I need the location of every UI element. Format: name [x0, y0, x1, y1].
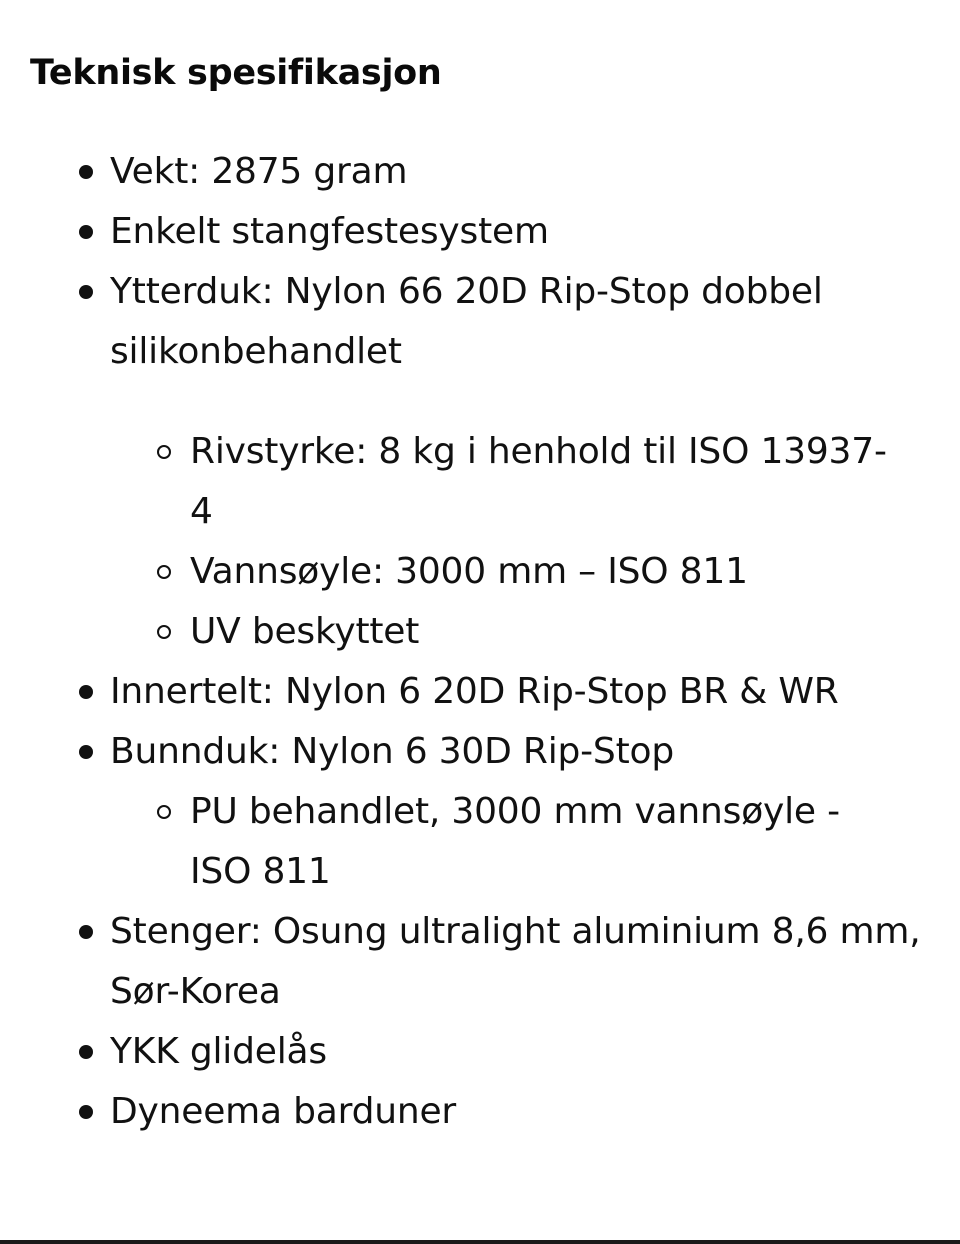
spec-text: Vekt: 2875 gram — [110, 151, 408, 192]
spec-item-pole-system — [0, 202, 960, 262]
circle-bullet-icon — [157, 805, 171, 819]
spec-text: Ytterduk: Nylon 66 20D Rip-Stop dobbel silikonbehandlet — [110, 271, 823, 372]
bullet-icon — [79, 925, 93, 939]
spec-item-inner-tent — [0, 662, 960, 722]
bullet-icon — [79, 285, 93, 299]
sub-item-tear-strength — [0, 422, 930, 542]
spec-text: Stenger: Osung ultralight aluminium 8,6 mm, Sør-Korea — [110, 911, 921, 1012]
circle-bullet-icon — [157, 445, 171, 459]
spec-text: YKK glidelås — [110, 1031, 327, 1072]
spec-text: Enkelt stangfestesystem — [110, 211, 549, 252]
bullet-icon — [79, 745, 93, 759]
sub-item-water-column — [0, 542, 930, 602]
spec-list — [0, 142, 960, 1142]
sub-spec-text: UV beskyttet — [190, 611, 420, 652]
spec-item-zipper — [0, 1022, 960, 1082]
spec-text: Dyneema barduner — [110, 1091, 457, 1132]
floor-sub-list — [110, 782, 930, 902]
spec-item-outer-fabric — [0, 262, 960, 662]
bullet-icon — [79, 225, 93, 239]
spec-item-guylines — [0, 1082, 960, 1142]
spec-item-floor — [0, 722, 960, 902]
sub-spec-text: Rivstyrke: 8 kg i henhold til ISO 13937-4 — [190, 431, 887, 532]
bullet-icon — [79, 1105, 93, 1119]
spec-text: Bunnduk: Nylon 6 30D Rip-Stop — [110, 731, 674, 772]
bullet-icon — [79, 685, 93, 699]
outer-fabric-sub-list — [110, 422, 930, 662]
sub-spec-text: PU behandlet, 3000 mm vannsøyle - ISO 811 — [190, 791, 840, 892]
sub-item-uv — [0, 602, 930, 662]
bullet-icon — [79, 1045, 93, 1059]
spec-item-poles — [0, 902, 960, 1022]
bottom-divider — [0, 1240, 960, 1244]
circle-bullet-icon — [157, 565, 171, 579]
bullet-icon — [79, 165, 93, 179]
sub-item-pu-coating — [0, 782, 930, 902]
spec-item-weight — [0, 142, 960, 202]
section-title: Teknisk spesifikasjon — [30, 53, 442, 93]
sub-spec-text: Vannsøyle: 3000 mm – ISO 811 — [190, 551, 748, 592]
circle-bullet-icon — [157, 625, 171, 639]
spec-text: Innertelt: Nylon 6 20D Rip-Stop BR & WR — [110, 671, 839, 712]
